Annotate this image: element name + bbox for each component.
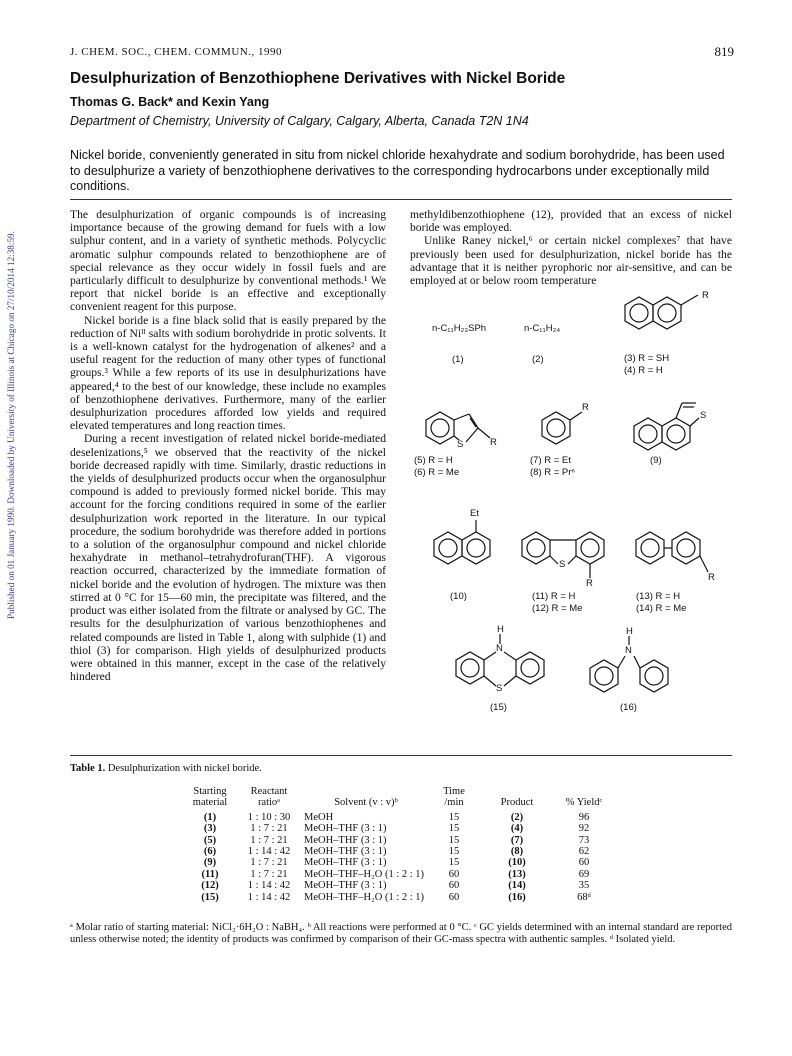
product-cell: (2) — [510, 811, 524, 823]
solvent-cell: MeOH — [304, 811, 334, 823]
ratio-cell: 1 : 7 : 21 — [250, 823, 288, 835]
page-number: 819 — [714, 44, 734, 59]
ratio-cell: 1 : 7 : 21 — [250, 834, 288, 846]
time-cell: 60 — [448, 868, 460, 880]
atom-h: H — [626, 626, 633, 637]
product-cell: (14) — [508, 880, 526, 892]
label-2: (2) — [532, 354, 544, 365]
table-rule — [70, 755, 732, 756]
dibenzothiophene-structure — [522, 532, 604, 578]
table-row — [178, 857, 614, 868]
label-9: (9) — [650, 455, 662, 466]
yield-cell: 35 — [578, 880, 590, 892]
header-ratio: Reactant — [250, 786, 288, 797]
label-11: (11) R = H — [532, 591, 576, 602]
header-time: Time — [443, 786, 465, 797]
article-title: Desulphurization of Benzothiophene Derivatives with Nickel Boride — [70, 70, 566, 87]
product-cell: (10) — [508, 857, 526, 869]
label-1: (1) — [452, 354, 464, 365]
start-cell: (15) — [201, 891, 219, 903]
solvent-cell: MeOH–THF (3 : 1) — [304, 823, 387, 835]
naphthothiophene-structure — [634, 403, 699, 450]
ratio-cell: 1 : 14 : 42 — [247, 891, 291, 903]
journal-header: J. CHEM. SOC., CHEM. COMMUN., 1990 — [70, 46, 282, 58]
yield-cell: 60 — [578, 857, 590, 869]
product-cell: (4) — [510, 823, 524, 835]
table-row — [178, 880, 614, 891]
table-header-row — [178, 797, 614, 808]
biphenyl-structure — [636, 532, 708, 572]
product-cell: (13) — [508, 868, 526, 880]
label-8: (8) R = Prⁿ — [530, 467, 575, 478]
alkylbenzene-structure — [542, 412, 582, 444]
table-caption-text: Desulphurization with nickel boride. — [105, 763, 262, 774]
table-row — [178, 892, 614, 903]
yield-cell: 96 — [578, 811, 590, 823]
atom-h: H — [497, 624, 504, 635]
left-column — [70, 208, 386, 683]
solvent-cell: MeOH–THF (3 : 1) — [304, 846, 387, 858]
atom-n: N — [496, 643, 503, 654]
paragraph: Unlike Raney nickel,⁶ or certain nickel complexes⁷ that have previously been used for desulphurization, nickel boride has the advantage that it is neither pyrophoric nor air-sensitive, and can be employed at or below room temperature — [410, 234, 732, 288]
yield-cell: 62 — [578, 846, 590, 858]
abstract: Nickel boride, conveniently generated in situ from nickel chloride hexahydrate and sodium borohydride, has been used to desulphurize a variety of benzothiophene derivatives to the corresponding hydrocarbons under exceptionally mild conditions. — [70, 148, 725, 193]
atom-et: Et — [470, 508, 479, 519]
header-material: material — [192, 797, 228, 809]
header-starting: Starting — [193, 786, 227, 797]
right-column — [410, 208, 732, 287]
formula-1: n-C₁₁H₂₃SPh — [432, 323, 487, 334]
label-7: (7) R = Et — [530, 455, 571, 466]
header-empty — [480, 786, 554, 797]
yield-cell: 73 — [578, 834, 590, 846]
atom-s: S — [700, 410, 707, 421]
naphthalene-structure — [625, 295, 698, 329]
solvent-cell: MeOH–THF (3 : 1) — [304, 857, 387, 869]
start-cell: (11) — [201, 868, 219, 880]
table-footnote: ᵃ Molar ratio of starting material: NiCl₂·6H₂O : NaBH₄. ᵇ All reactions were performed at 0 °C. ᶜ GC yields determined with an internal standard are reported unless otherwise noted; the identity of products was confirmed by comparison of their GC-mass spectra with authentic samples. ᵈ Isolated yield. — [70, 922, 732, 945]
results-table — [178, 786, 614, 903]
time-cell: 60 — [448, 891, 460, 903]
label-6: (6) R = Me — [414, 467, 460, 478]
header-ratio-sub: ratioᵃ — [257, 797, 281, 809]
time-cell: 15 — [448, 846, 460, 858]
download-side-note[interactable] — [4, 190, 18, 660]
solvent-cell: MeOH–THF–H₂O (1 : 2 : 1) — [304, 868, 425, 880]
table-row — [178, 809, 614, 823]
label-5: (5) R = H — [414, 455, 453, 466]
solvent-cell: MeOH–THF (3 : 1) — [304, 880, 387, 892]
authors: Thomas G. Back* and Kexin Yang — [70, 95, 270, 109]
label-16: (16) — [620, 702, 637, 713]
start-cell: (1) — [203, 811, 217, 823]
paragraph: The desulphurization of organic compounds is of increasing importance because of the growing demand for fuels with a low sulphur content, and in a variety of synthetic methods. Polycyclic aromatic sulphur compounds related to benzothiophene are of special relevance as they occur widely in fossil fuels and are particularly difficult to desulphurize by conventional methods.¹ We report that nickel boride is an effective and exceptionally convenient reagent for this purpose. — [70, 208, 386, 314]
ethylnaphthalene-structure — [434, 520, 490, 564]
atom-r: R — [702, 290, 709, 301]
solvent-cell: MeOH–THF–H₂O (1 : 2 : 1) — [304, 891, 425, 903]
yield-cell: 68ᵈ — [577, 891, 591, 903]
ratio-cell: 1 : 7 : 21 — [250, 868, 288, 880]
atom-r: R — [582, 402, 589, 413]
affiliation: Department of Chemistry, University of Calgary, Calgary, Alberta, Canada T2N 1N4 — [70, 114, 529, 128]
product-cell: (8) — [510, 846, 524, 858]
label-3: (3) R = SH — [624, 353, 670, 364]
side-note-text: Published on 01 January 1990. Downloaded by University of Illinois at Chicago on 27/10/2014 12:38:59. — [6, 231, 16, 619]
table-header-row — [178, 786, 614, 797]
atom-s: S — [457, 439, 464, 450]
paragraph: During a recent investigation of related nickel boride-mediated deselenizations,⁵ we observed that the reactivity of the nickel boride decreased rapidly with time. Similarly, drastic reductions in the yields of desulphurized products occur when the organosulphur compound is added to previously formed nickel boride. This may account for the forcing conditions required in some of the earlier desulphurization work reported in the literature. In our typical procedure, the sodium borohydride was therefore added in portions to a solution of the organosulphur compound and nickel chloride hexahydrate in methanol–tetrahydrofuran(THF). A vigorous reaction occurred, characterized by the immediate formation of nickel boride and the evolution of hydrogen. The mixture was then stirred at 0 °C for 15—60 min, the precipitate was filtered, and the product was either isolated from the filtrate or analysed by GC. The results for the desulphurization of various benzothiophenes and related compounds are listed in Table 1, along with sulphide (1) and thiol (3) for comparison. High yields of desulphurized products were obtained in this manner, except in the case of the relatively hindered — [70, 432, 386, 684]
time-cell: 15 — [448, 834, 460, 846]
ratio-cell: 1 : 14 : 42 — [247, 880, 291, 892]
header-time-sub: /min — [444, 797, 464, 809]
table-row — [178, 869, 614, 880]
table-caption-label: Table 1. — [70, 763, 106, 774]
header-empty — [554, 786, 614, 797]
start-cell: (5) — [203, 834, 217, 846]
paragraph: methyldibenzothiophene (12), provided that an excess of nickel boride was employed. — [410, 208, 732, 235]
yield-cell: 92 — [578, 823, 590, 835]
label-15: (15) — [490, 702, 507, 713]
label-4: (4) R = H — [624, 365, 663, 376]
table-row — [178, 823, 614, 834]
yield-cell: 69 — [578, 868, 590, 880]
ratio-cell: 1 : 7 : 21 — [250, 857, 288, 869]
time-cell: 15 — [448, 811, 460, 823]
label-10: (10) — [450, 591, 467, 602]
atom-r: R — [708, 572, 715, 583]
time-cell: 60 — [448, 880, 460, 892]
solvent-cell: MeOH–THF (3 : 1) — [304, 834, 387, 846]
header-solvent: Solvent (v : v)ᵇ — [334, 797, 398, 809]
ratio-cell: 1 : 14 : 42 — [247, 846, 291, 858]
time-cell: 15 — [448, 823, 460, 835]
header-yield: % Yieldᶜ — [565, 797, 603, 809]
start-cell: (9) — [203, 857, 217, 869]
atom-s: S — [496, 683, 503, 694]
atom-n: N — [625, 645, 632, 656]
label-14: (14) R = Me — [636, 603, 687, 614]
paragraph: Nickel boride is a fine black solid that is easily prepared by the reduction of Niᴵᴵ salts with sodium borohydride in protic solvents. It is a well-known catalyst for the hydrogenation of alkenes² and a useful reagent for the reduction of many other types of functional groups.³ While a few reports of its use in desulphurizations have appeared,⁴ to the best of our knowledge, these include no examples of benzothiophene derivatives. Furthermore, many of the earlier desulphurization procedures afforded low yields and required elevated temperatures and long reaction times. — [70, 313, 386, 433]
start-cell: (3) — [203, 823, 217, 835]
atom-r: R — [490, 437, 497, 448]
start-cell: (6) — [203, 846, 217, 858]
abstract-rule — [70, 199, 732, 200]
atom-s: S — [559, 559, 566, 570]
structure-scheme — [410, 290, 740, 730]
table-caption — [70, 763, 262, 774]
label-13: (13) R = H — [636, 591, 681, 602]
product-cell: (16) — [508, 891, 526, 903]
table-row — [178, 835, 614, 846]
header-product: Product — [500, 797, 534, 809]
atom-r: R — [586, 578, 593, 589]
start-cell: (12) — [201, 880, 219, 892]
formula-2: n-C₁₁H₂₄ — [524, 323, 561, 334]
time-cell: 15 — [448, 857, 460, 869]
phenothiazine-structure — [456, 634, 544, 686]
label-12: (12) R = Me — [532, 603, 583, 614]
ratio-cell: 1 : 10 : 30 — [247, 811, 291, 823]
header-empty — [296, 786, 428, 797]
table-row — [178, 846, 614, 857]
product-cell: (7) — [510, 834, 524, 846]
